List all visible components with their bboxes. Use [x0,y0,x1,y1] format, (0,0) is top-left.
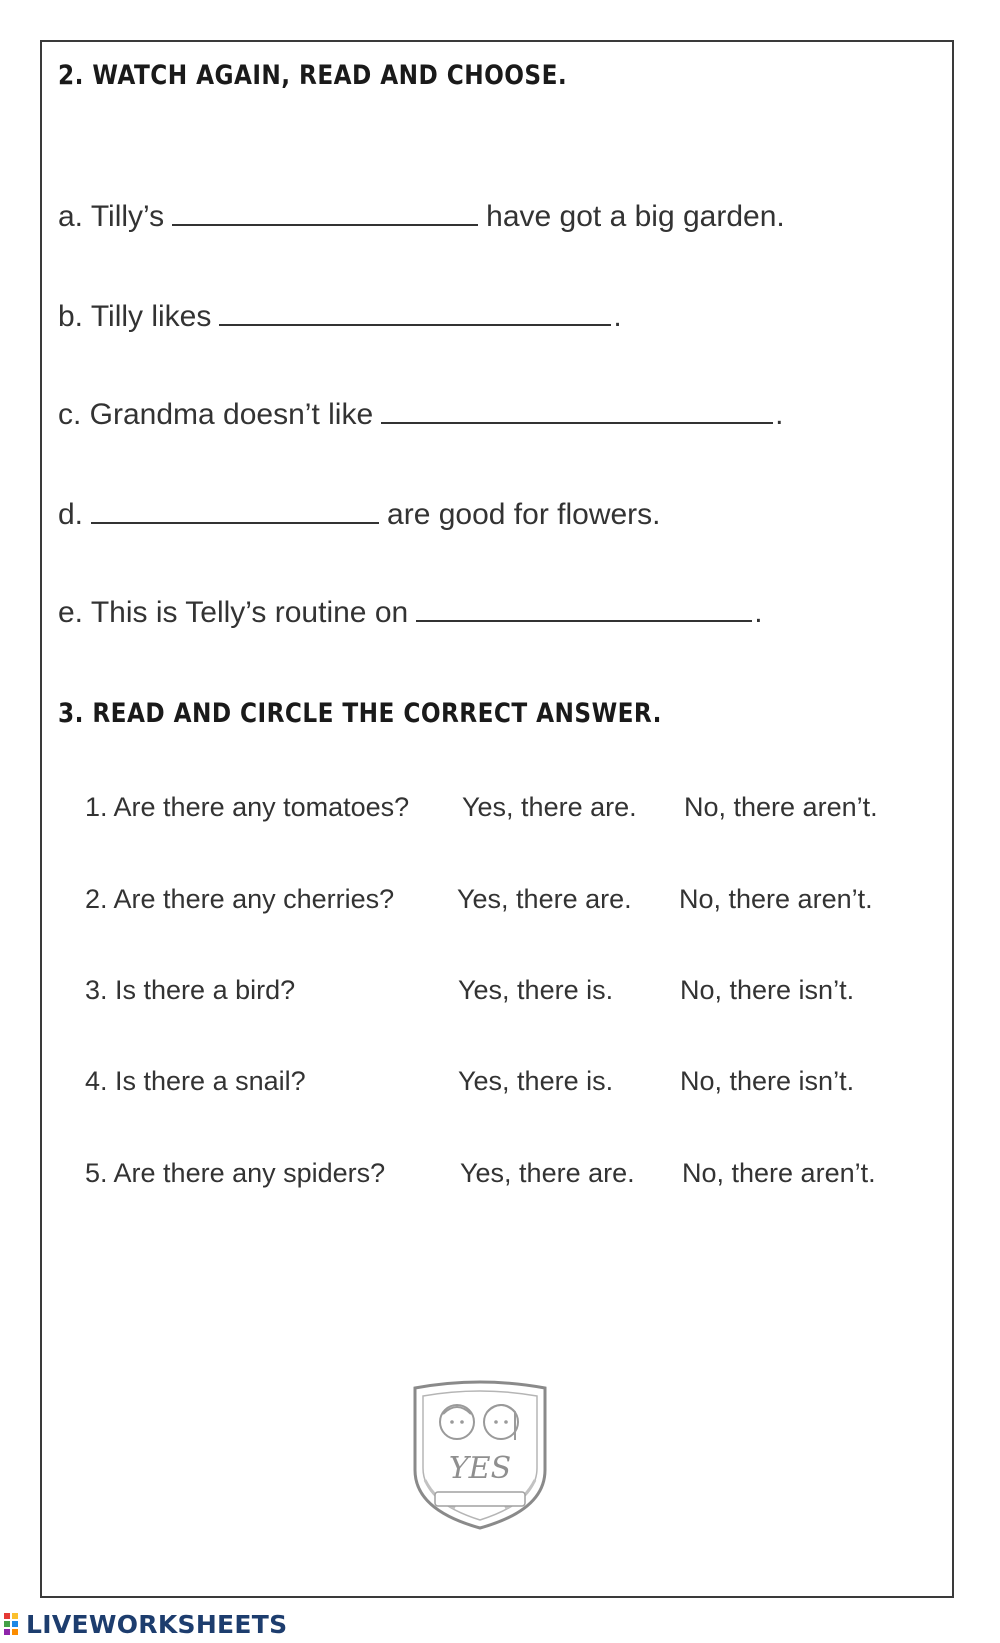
sentence-a [58,198,785,234]
answer-3-no[interactable]: No, there isn’t. [680,975,855,1005]
answer-5-no[interactable]: No, there aren’t. [682,1158,876,1188]
answer-4-no[interactable]: No, there isn’t. [680,1066,855,1096]
answer-5-yes[interactable]: Yes, there are. [460,1158,635,1188]
blank-b[interactable] [219,298,611,326]
sentence-e [58,594,763,630]
sentence-e-prefix: e. This is Telly’s routine on [58,596,409,629]
sentence-c-suffix: . [775,398,784,431]
blank-a[interactable] [172,198,478,226]
sentence-d [58,496,661,532]
logo-text: YES [448,1451,512,1486]
answer-2-no[interactable]: No, there aren’t. [679,884,873,914]
section-2-heading: 2. WATCH AGAIN, READ AND CHOOSE. [58,60,568,91]
question-4: 4. Is there a snail? [85,1066,306,1096]
blank-d[interactable] [91,496,379,524]
sentence-b-prefix: b. Tilly likes [58,300,212,333]
blank-e[interactable] [416,594,752,622]
blank-c[interactable] [381,396,773,424]
sentence-b-suffix: . [613,300,622,333]
question-2: 2. Are there any cherries? [85,884,395,914]
sentence-d-suffix: are good for flowers. [387,498,661,531]
footer-brand[interactable] [4,1608,287,1640]
answer-4-yes[interactable]: Yes, there is. [458,1066,614,1096]
sentence-d-prefix: d. [58,498,84,531]
answer-1-yes[interactable]: Yes, there are. [462,792,637,822]
question-5: 5. Are there any spiders? [85,1158,386,1188]
section-3-heading: 3. READ AND CIRCLE THE CORRECT ANSWER. [58,698,662,729]
sentence-a-suffix: have got a big garden. [486,200,785,233]
liveworksheets-logo-icon [4,1613,26,1635]
footer-brand-text: LIVEWORKSHEETS [26,1609,288,1639]
sentence-b [58,298,622,334]
sentence-c-prefix: c. Grandma doesn’t like [58,398,374,431]
school-crest-logo [405,1380,555,1530]
sentence-c [58,396,784,432]
sentence-e-suffix: . [754,596,763,629]
sentence-a-prefix: a. Tilly’s [58,200,165,233]
question-1: 1. Are there any tomatoes? [85,792,410,822]
answer-1-no[interactable]: No, there aren’t. [684,792,878,822]
question-3: 3. Is there a bird? [85,975,296,1005]
answer-2-yes[interactable]: Yes, there are. [457,884,632,914]
answer-3-yes[interactable]: Yes, there is. [458,975,614,1005]
